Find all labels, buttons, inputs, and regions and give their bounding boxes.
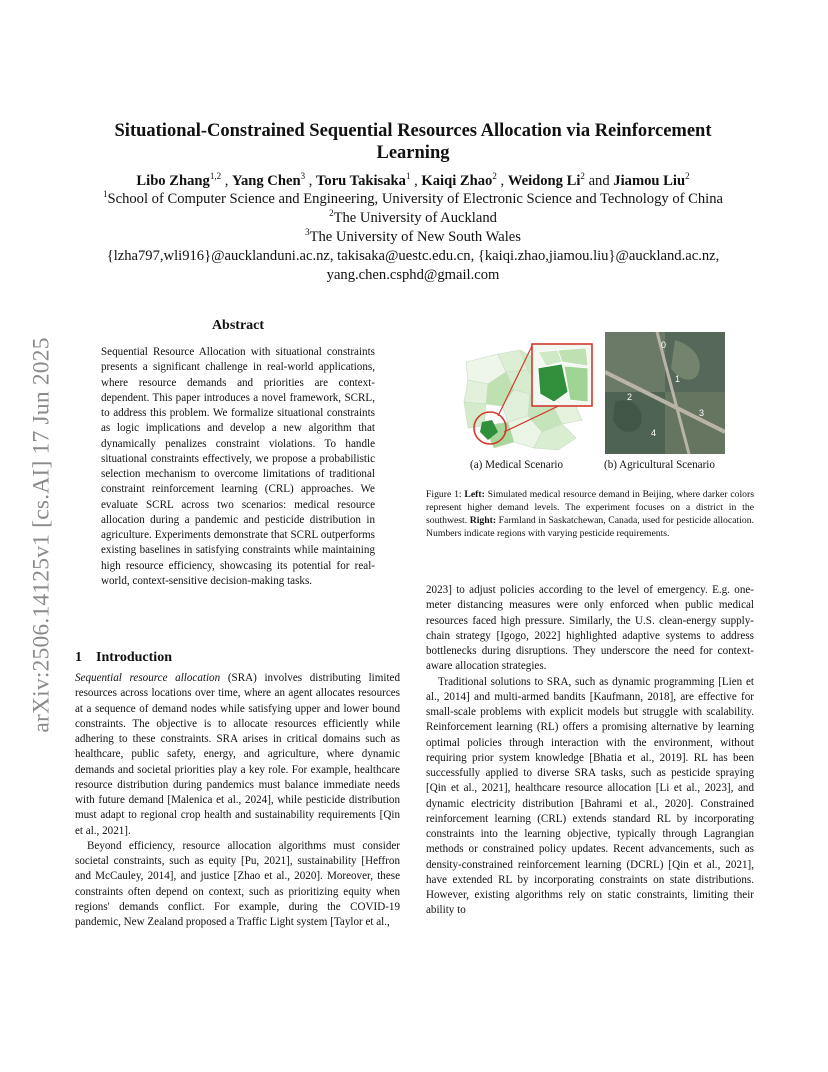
- caption-left-text: Simulated medical resource demand in Beijing, where darker colors represent higher demand levels. The experiment focuses on a district in the southwest.: [426, 489, 755, 526]
- author-name: Yang Chen: [232, 173, 301, 189]
- medical-scenario-map: [458, 332, 594, 454]
- region-label: 0: [661, 340, 667, 350]
- author-sup: 2: [685, 171, 690, 181]
- author-and: and: [588, 173, 610, 189]
- affiliation-text: School of Computer Science and Engineering, University of Electronic Science and Technology of China: [107, 191, 724, 207]
- affiliation-line: [90, 209, 736, 228]
- section-number: 1: [75, 650, 82, 665]
- caption-right-label: Right:: [469, 515, 497, 526]
- email-list: {lzha797,wli916}@aucklanduni.ac.nz, takisaka@uestc.edu.cn, {kaiqi.zhao,jiamou.liu}@auckland.ac.nz, yang.chen.csphd@gmail.com: [106, 248, 720, 283]
- emphasis-term: Sequential resource allocation: [75, 672, 221, 684]
- author-sup: 3: [300, 171, 306, 181]
- region-label: 4: [651, 428, 657, 438]
- region-label: 2: [627, 392, 633, 402]
- region-label: 1: [675, 374, 681, 384]
- author-name: Weidong Li: [507, 173, 581, 189]
- affiliation-sup: 1: [102, 189, 108, 199]
- author-name: Toru Takisaka: [316, 173, 406, 189]
- caption-right-text: Farmland in Saskatchewan, Canada, used for pesticide allocation. Numbers indicate regions with varying pesticide requirements.: [426, 515, 754, 539]
- section-heading: [75, 650, 172, 666]
- author-name: Jiamou Liu: [613, 173, 686, 189]
- abstract-heading: Abstract: [211, 318, 265, 333]
- author-sup: 2: [580, 171, 585, 181]
- subfigure-caption-a: (a) Medical Scenario: [470, 459, 564, 471]
- agricultural-scenario-map: [605, 332, 725, 454]
- affiliations: [90, 190, 736, 285]
- affiliation-sup: 2: [329, 208, 334, 218]
- figure-caption: [426, 488, 754, 540]
- paper-title: Situational-Constrained Sequential Resources Allocation via Reinforcement Learning: [114, 121, 712, 163]
- section-title: Introduction: [96, 650, 172, 665]
- caption-left-label: Left:: [464, 489, 485, 500]
- affiliation-line: [90, 190, 736, 209]
- affiliation-text: The University of Auckland: [333, 210, 497, 226]
- region-label: 3: [699, 408, 705, 418]
- right-paragraph-2: Traditional solutions to SRA, such as dynamic programming [Lien et al., 2014] and multi-armed bandits [Kaufmann, 2018], are effective for small-scale problems with explicit models but struggle with scalability. Reinforcement learning (RL) offers a promising alternative by learning optimal policies through interaction with the environment, without requiring prior system knowledge [Bhatia et al., 2019]. RL has been successfully applied to diverse SRA tasks, such as pesticide spraying [Qin et al., 2021], healthcare resource allocation [Li et al., 2023], and dynamic electricity distribution [Bahrami et al., 2020]. Constrained reinforcement learning (CRL) extends standard RL by incorporating constraints into the learning objective, typically through Lagrangian methods or constrained policy updates. Recent advancements, such as density-constrained reinforcement learning (DCRL) [Qin et al., 2021], have extended RL by incorporating constraints on state distributions. However, existing algorithms rely on static constraints, limiting their ability to: [426, 675, 754, 917]
- subfigure-caption-b: (b) Agricultural Scenario: [604, 459, 715, 471]
- author-sup: 1,2: [209, 171, 222, 181]
- author-name: Libo Zhang: [136, 173, 210, 189]
- author-list: Libo Zhang$^{1,2}$ , Yang Chen$^3$ , Toru Takisaka$^1$ , Kaiqi Zhao$^2$ , Weidong Li$^2$ and Jiamou Liu$^2$: [136, 171, 690, 189]
- intro-paragraph-1: [75, 671, 400, 839]
- left-column-text: [75, 671, 400, 930]
- right-column-text: [426, 583, 754, 919]
- author-sup: 1: [405, 171, 411, 181]
- arxiv-id-text: arXiv:2506.14125v1 [cs.AI] 17 Jun 2025: [28, 337, 55, 733]
- paragraph-text: (SRA) involves distributing limited resources across locations over time, where an agent allocates resources at a sequence of demand nodes while satisfying upper and lower bound constraints. The objective is to allocate resources efficiently while adhering to these constraints. SRA arises in critical domains such as healthcare, public safety, energy, and agriculture, where dynamic demands and societal priorities play a key role. For example, healthcare resource distribution during pandemics must balance immediate needs with future demand [Malenica et al., 2024], while pesticide distribution must adapt to regional crop health and sustainability requirements [Qin et al., 2021].: [75, 672, 400, 837]
- abstract-body: Sequential Resource Allocation with situational constraints presents a significant challenge in real-world applications, where resource demands and priorities are context-dependent. This paper introduces a novel framework, SCRL, to address this problem. We formalize situational constraints as logic implications and develop a new algorithm that dynamically penalizes constraint violations. To handle situational constraints effectively, we propose a probabilistic selection mechanism to overcome limitations of traditional constraint reinforcement learning (CRL) approaches. We evaluate SCRL across two scenarios: medical resource allocation during a pandemic and pesticide distribution in agriculture. Experiments demonstrate that SCRL outperforms existing baselines in satisfying constraints while maintaining high resource efficiency, showcasing its potential for real-world, context-sensitive decision-making tasks.: [101, 346, 375, 587]
- author-sup: 2: [492, 171, 497, 181]
- arxiv-identifier: [22, 305, 62, 765]
- affiliation-text: The University of New South Wales: [309, 229, 521, 245]
- caption-prefix: Figure 1:: [426, 489, 465, 500]
- author-name: Kaiqi Zhao: [421, 173, 493, 189]
- right-paragraph-1: 2023] to adjust policies according to the level of emergency. E.g. one-meter distancing measures were only enforced when public medical resources faced high pressure. Similarly, the U.S. clean-energy supply-chain strategy [Igogo, 2022] highlighted adaptive systems to address bottlenecks during disruptions. They underscore the need for context-aware allocation strategies.: [426, 584, 754, 673]
- affiliation-line: [90, 228, 736, 247]
- intro-paragraph-2: Beyond efficiency, resource allocation algorithms must consider societal constraints, such as equity [Pu, 2021], sustainability [Heffron and McCauley, 2014], and justice [Zhao et al., 2020]. Moreover, these constraints often depend on context, such as prioritizing equity when regions' demands conflict. For example, during the COVID-19 pandemic, New Zealand proposed a Traffic Light system [Taylor et al.,: [75, 839, 400, 928]
- affiliation-sup: 3: [305, 227, 310, 237]
